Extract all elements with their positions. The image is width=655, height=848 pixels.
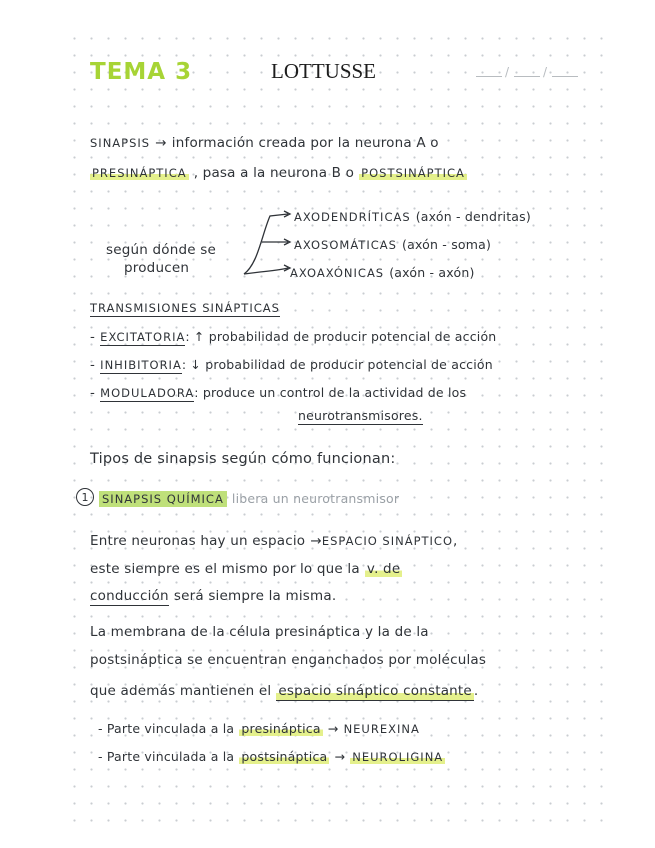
neurexina-term: NEUREXINA [343,722,420,736]
quimica-title: SINAPSIS QUÍMICA [99,491,227,507]
date-separator: / [543,65,548,79]
quimica-p1-line-2 [90,560,402,577]
synapse-type-detail: (axón - soma) [402,237,492,252]
section-number-badge: 1 [76,488,94,506]
postsinaptica-term: postsináptica [241,749,328,764]
segun-item [294,236,491,252]
text: , [453,533,458,549]
transmision-item [90,328,496,345]
quimica-p1-line-3 [90,587,336,604]
arrow: → [327,721,339,736]
bullet: - [90,329,96,345]
synapse-type-detail: (axón - axón) [389,265,475,280]
intro-text: información creada por la neurona A o [171,135,439,151]
espacio-sinaptico-term: ESPACIO SINÁPTICO [321,534,454,548]
text: este siempre es el mismo por lo que la [90,561,360,577]
quimica-p1-line-1 [90,532,458,549]
presinaptica-term: presináptica [241,721,321,736]
synapse-type-name: AXOAXÓNICAS [290,266,385,280]
text: - Parte vinculada a la [98,721,235,736]
postsinaptica-term: POSTSINÁPTICA [361,166,465,180]
date-separator: / [505,65,510,79]
transmision-item [90,384,466,401]
segun-item [294,208,531,224]
transmision-name: INHIBITORIA [100,358,182,372]
text: Entre neuronas hay un espacio [90,533,306,549]
transmision-text: : ↑ probabilidad de producir potencial de acción [185,329,497,344]
intro-line-2 [90,164,467,181]
notebook-page [62,24,610,824]
synapse-type-name: AXOSOMÁTICAS [294,238,397,252]
tipos-heading: Tipos de sinapsis según cómo funcionan: [90,451,396,467]
intro-line-1 [90,134,439,151]
text: . [473,683,479,699]
segun-item [290,264,475,280]
arrow: → [155,135,167,151]
neurotransmisores-term: neurotransmisores. [298,408,423,423]
quimica-note: libera un neurotransmisor [231,491,400,506]
bullet: - [90,385,96,401]
arrow: → [310,533,322,549]
quimica-p2-line-2: postsináptica se encuentran enganchados por moléculas [90,652,487,668]
intro-text: , pasa a la neurona B o [193,165,355,181]
date-month-line [514,76,540,77]
arrow: → [334,749,346,764]
text: que además mantienen el [90,683,272,699]
neuroligina-term: NEUROLIGINA [352,750,444,764]
synapse-type-detail: (axón - dendritas) [415,209,531,224]
date-day-line [476,76,502,77]
vinculada-item [98,748,445,764]
quimica-p2-line-1: La membrana de la célula presináptica y la de la [90,624,429,640]
segun-label-line-2: producen [124,260,190,276]
date-year-line [552,76,578,77]
conduccion-term: conducción [90,588,169,604]
synapse-type-name: AXODENDRÍTICAS [294,210,411,224]
bullet: - [90,357,96,373]
transmisiones-title: TRANSMISIONES SINÁPTICAS [90,301,280,315]
brand-logo-text: LOTTUSSE [271,59,376,83]
presinaptica-term: PRESINÁPTICA [92,166,187,180]
transmision-name: EXCITATORIA [100,330,186,344]
quimica-header [99,490,399,506]
topic-title: TEMA 3 [90,59,193,85]
text: será siempre la misma. [173,588,337,604]
transmision-item [90,356,493,373]
vinculada-item [98,720,420,736]
transmision-text: : ↓ probabilidad de producir potencial de acción [181,357,493,372]
espacio-constante-term: espacio sináptico constante [278,683,472,699]
text: - Parte vinculada a la [98,749,235,764]
transmision-text: : produce un control de la actividad de los [194,385,467,400]
sinapsis-term: SINAPSIS [90,136,151,150]
transmision-name: MODULADORA [100,386,195,400]
velocidad-term: v. de [366,561,401,577]
quimica-p2-line-3 [90,682,478,699]
segun-label-line-1: según dónde se [106,242,217,258]
